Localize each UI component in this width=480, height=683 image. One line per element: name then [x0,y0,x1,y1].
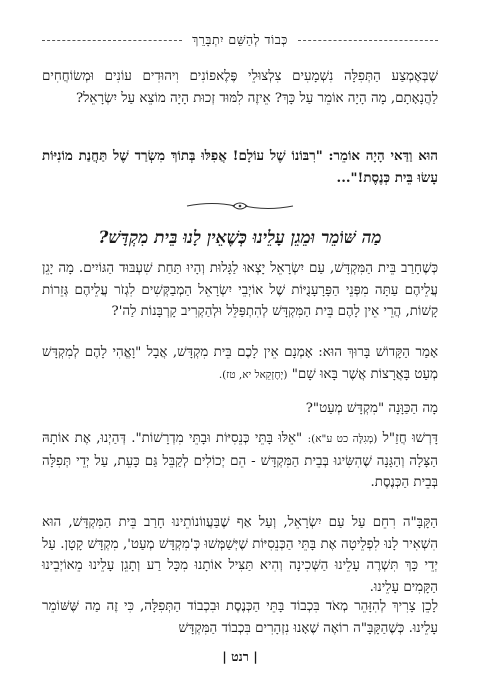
paragraph-3: כְּשֶׁחָרַב בֵּית הַמִּקְדָּשׁ, עַם יִשְׂרָאֵל יָצְאוּ לַגָּלוּת וְהָיוּ תַּחַת שִׁעְבּוּד הַגּוֹיִים. מָה יָגֵן עֲלֵיהֶם עַתָּה מִפְּנֵי הַפָּרָעָנֻיּוֹת שֶׁל אוֹיְבֵי יִשְׂרָאֵל הַמְבַקְּשִׁים לִגְזֹר עֲלֵיהֶם גְּזֵרוֹת קָשׁוֹת, הֲרֵי אֵין לָהֶם בֵּית הַמִּקְדָּשׁ לְהִתְפַּלֵּל וּלְהַקְרִיב קָרְבָּנוֹת לַה'? [42,261,438,319]
header-dashed-line-left [42,40,182,41]
paragraph-4-text: אָמַר הַקָּדוֹשׁ בָּרוּךְ הוּא: אָמְנָם אֵין לָכֶם בֵּית מִקְדָּשׁ, אֲבָל "וָאֱהִי לָהֶם לְמִקְדָּשׁ מְעַט בָּאֲרָצוֹת אֲשֶׁר בָּאוּ שָׁם" [42,345,438,382]
header-dashed-line-right [298,40,438,41]
scripture-source-ezekiel: (יְחֶזְקֵאל יא, טז). [218,368,288,381]
section-divider-ornament [42,200,438,212]
paragraph-8: לָכֵן צָרִיךְ לְהִזָּהֵר מְאֹד בִּכְבוֹד בָּתֵּי הַכְּנֶסֶת וּבִכְבוֹד הַתְּפִלָּה, כִּי זֶה מַה שֶּׁשּׁוֹמֵר עָלֵינוּ. כְּשֶׁהַקָּבָּ"ה רוֹאֶה שֶׁאָנוּ נִזְהָרִים בִּכְבוֹד הַמִּקְדָּשׁ [42,599,438,636]
paragraph-1: שֶׁבְּאֶמְצַע הַתְּפִלָּה נִשְׁמָעִים צִלְצוּלֵי פֶּלֶאפוֹנִים וִיהוּדִים עוֹנִים וּמְשׂוֹחֲחִים לַהֲנָאָתָם, מָה הָיָה אוֹמֵר עַל כָּךְ? אֵיזֶה לִמּוּד זְכוּת הָיָה מוֹצֵא עַל יִשְׂרָאֵל? [42,69,438,106]
page-number: | רנט | [222,649,258,664]
paragraph-5-question: מָה הַכַּוָּנָה "מִקְדָּשׁ מְעַט"? [305,401,438,416]
running-header [42,32,438,48]
talmud-source-megillah: (מְגִלָּה כט ע"א): [307,433,378,445]
flourish-icon [185,200,295,212]
paragraph-6-start: דָּרְשׁוּ חֲזַ"ל [382,431,438,446]
book-page [42,0,438,683]
paragraph-6-rest: "אֵלּוּ בָּתֵּי כְּנֵסִיּוֹת וּבָתֵּי מִדְרָשׁוֹת". דְּהַיְנוּ, אֶת אוֹתָהּ הַצָּלָה וְהַגָּנָה שֶׁהִשִּׂיגוּ בְּבֵית הַמִּקְדָּשׁ - הֵם יְכוֹלִים לְקַבֵּל גַּם כָּעֵת, עַל יְדֵי תְּפִלָּה בְּבֵית הַכְּנֶסֶת. [42,431,438,490]
section-heading: מַה שּׁוֹמֵר וּמֵגֵן עָלֵינוּ כְּשֶׁאֵין לָנוּ בֵּית מִקְדָּשׁ? [98,228,382,248]
paragraph-4 [42,342,438,386]
paragraph-7: הַקָּבָּ"ה רִחֵם עַל עַם יִשְׂרָאֵל, וְעַל אַף שֶׁבַּעֲווֹנוֹתֵינוּ חָרַב בֵּית הַמִּקְדָּשׁ, הוּא הִשְׁאִיר לָנוּ לִפְלֵיטָה אֶת בָּתֵּי הַכְּנֵסִיּוֹת שֶׁיְּשַׁמְּשׁוּ כְּ'מִקְדָּשׁ מְעַט', מִקְדָּשׁ קָטָן. עַל יְדֵי כָּךְ תִּשְׁרֶה עָלֵינוּ הַשְּׁכִינָה וְהִיא תַּצִּיל אוֹתָנוּ מִכָּל רַע וְתָגֵן עָלֵינוּ מֵאוֹיְבֵינוּ הַקָּמִים עָלֵינוּ. [42,515,438,595]
paragraph-2-bold-quote: הוּא וַדַּאי הָיָה אוֹמֵר: "רִבּוֹנוֹ שֶׁל עוֹלָם! אֲפִלּוּ בְּתוֹךְ מִשְׂרַד שֶׁל תַּחֲנַת מוֹנִיּוֹת עָשׂוּ בֵּית כְּנֶסֶת!"... [42,148,438,186]
paragraph-6 [42,428,438,494]
running-header-title: כְּבוֹד לְהַשֵּׁם יִתְבָּרֵךְ [192,32,288,47]
